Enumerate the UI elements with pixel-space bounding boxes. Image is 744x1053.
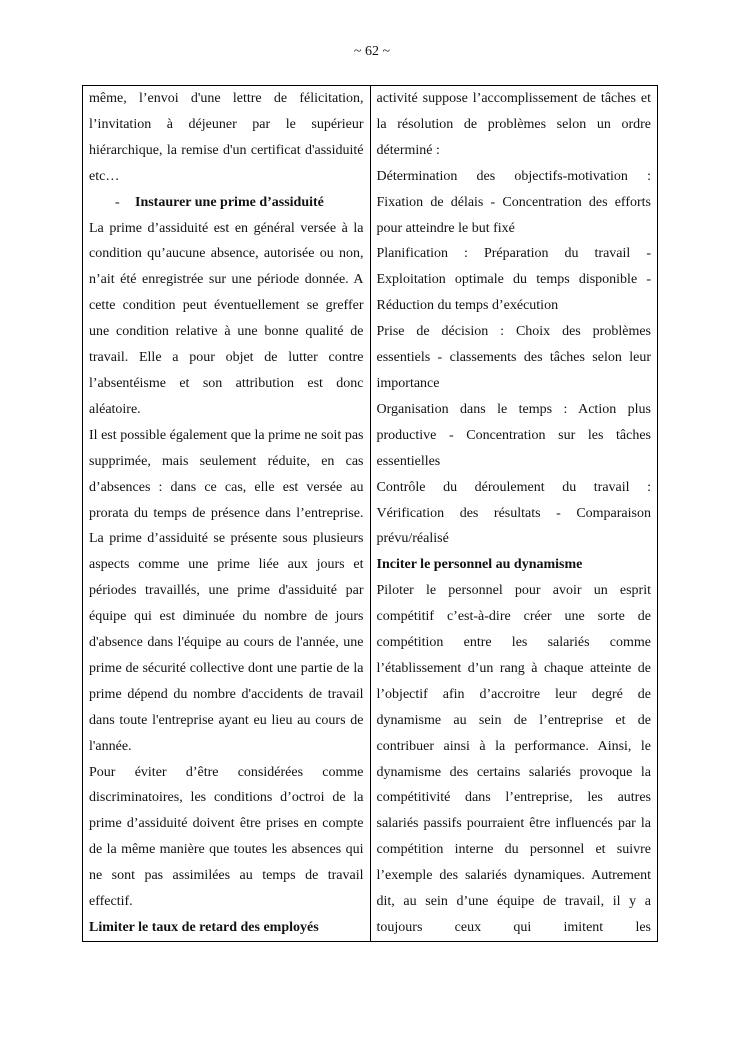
bullet-heading: Instaurer une prime d’assiduité <box>135 194 324 210</box>
right-paragraph-1: activité suppose l’accomplissement de tâches et la résolution de problèmes selon un ordre déterminé : <box>376 91 651 158</box>
left-heading-bottom: Limiter le taux de retard des employés <box>89 920 319 935</box>
two-column-table <box>82 85 658 942</box>
right-column <box>370 86 658 942</box>
right-heading: Inciter le personnel au dynamisme <box>376 557 583 573</box>
right-paragraph-2: Détermination des objectifs-motivation : Fixation de délais - Concentration des efforts pour atteindre le but fixé <box>376 168 651 236</box>
left-paragraph-2: La prime d’assiduité est en général versée à la condition qu’aucune absence, autorisée ou non, n’ait été enregistrée sur une période donnée. A cette condition peut éventuellement se greffer une condition relative à une bonne qualité de travail. Elle a pour objet de lutter contre l’absentéisme et son attribution est donc aléatoire. <box>89 220 364 417</box>
bullet-dash: - <box>115 194 120 210</box>
right-paragraph-5: Organisation dans le temps : Action plus productive - Concentration sur les tâches essentielles <box>376 401 651 469</box>
left-column <box>83 86 371 942</box>
right-paragraph-6: Contrôle du déroulement du travail : Vérification des résultats - Comparaison prévu/réalisé <box>376 479 651 547</box>
bullet-item <box>89 190 364 216</box>
right-paragraph-3: Planification : Préparation du travail - Exploitation optimale du temps disponible - Réduction du temps d’exécution <box>376 246 651 314</box>
left-paragraph-3: Il est possible également que la prime ne soit pas supprimée, mais seulement réduite, en cas d’absences : dans ce cas, elle est versée au prorata du temps de présence dans l’entreprise. La prime d’assiduité se présente sous plusieurs aspects comme une prime liée aux jours et périodes travaillés, une prime d'assiduité par équipe qui est diminuée du nombre de jours d'absence dans l'équipe au cours de l'année, une prime de sécurité collective dont une partie de la prime dépend du nombre d'accidents de travail dans toute l'entreprise ayant eu lieu au cours de l'année. <box>89 427 364 754</box>
right-paragraph-7: Piloter le personnel pour avoir un esprit compétitif c’est-à-dire créer une sorte de compétition entre les salariés comme l’établissement d’un rang à chaque atteinte de l’objectif afin d’accroitre leur degré de dynamisme au sein de l’entreprise et de contribuer ainsi à la performance. Ainsi, le dynamisme des certains salariés provoque la compétitivité dans l’entreprise, les autres salariés passifs pourraient être influencés par la compétition interne du personnel et suivre l’exemple des salariés dynamiques. Autrement dit, au sein d’une équipe de travail, il y a toujours ceux qui imitent les <box>376 583 651 935</box>
page-number: ~ 62 ~ <box>353 44 391 59</box>
right-paragraph-4: Prise de décision : Choix des problèmes essentiels - classements des tâches selon leur importance <box>376 324 651 391</box>
left-paragraph-4: Pour éviter d’être considérées comme discriminatoires, les conditions d’octroi de la prime d’assiduité doivent être prises en compte de la même manière que toutes les absences qui ne sont pas assimilées au temps de travail effectif. <box>89 764 364 910</box>
left-paragraph-1: même, l’envoi d'une lettre de félicitation, l’invitation à déjeuner par le supérieur hiérarchique, la remise d'un certificat d'assiduité etc… <box>89 91 364 184</box>
table-row <box>83 86 658 942</box>
